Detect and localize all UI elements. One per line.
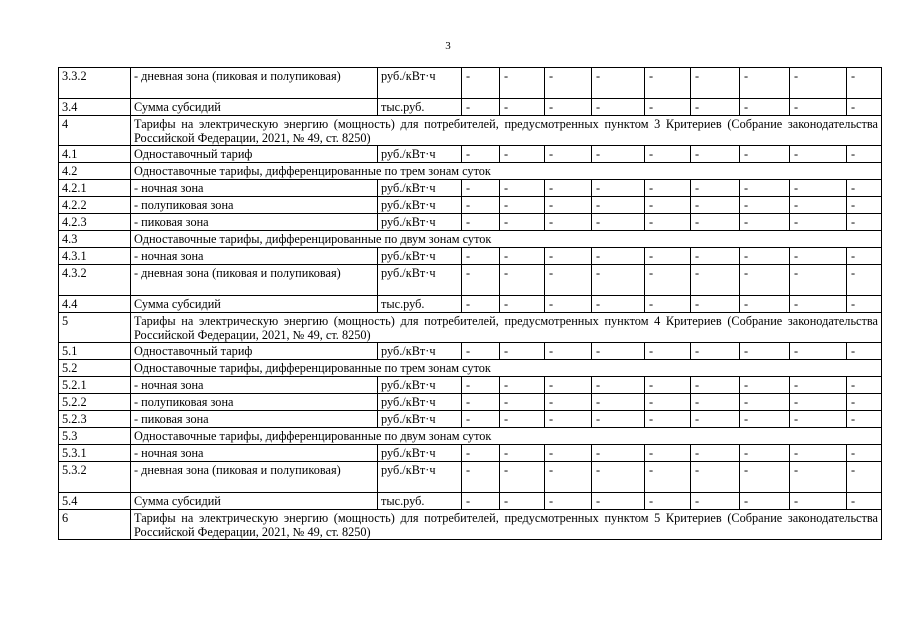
value-cell: - <box>847 445 882 462</box>
row-name: - пиковая зона <box>131 411 378 428</box>
value-cell: - <box>592 146 645 163</box>
value-cell: - <box>592 296 645 313</box>
value-cell: - <box>740 411 790 428</box>
value-cell: - <box>462 411 500 428</box>
row-unit: руб./кВт·ч <box>378 445 462 462</box>
value-cell: - <box>847 296 882 313</box>
value-cell: - <box>592 411 645 428</box>
row-number: 5.2.3 <box>59 411 131 428</box>
value-cell: - <box>500 99 545 116</box>
value-cell: - <box>740 493 790 510</box>
row-number: 5.2 <box>59 360 131 377</box>
value-cell: - <box>740 214 790 231</box>
table-row <box>59 428 882 445</box>
value-cell: - <box>462 296 500 313</box>
value-cell: - <box>847 99 882 116</box>
value-cell: - <box>847 493 882 510</box>
section-heading: Тарифы на электрическую энергию (мощность) для потребителей, предусмотренных пунктом 4 Критериев (Собрание законодательства Российской Федерации, 2021, № 49, ст. 8250) <box>131 313 882 343</box>
value-cell: - <box>847 343 882 360</box>
row-unit: руб./кВт·ч <box>378 265 462 296</box>
value-cell: - <box>740 68 790 99</box>
row-number: 5.4 <box>59 493 131 510</box>
value-cell: - <box>645 445 691 462</box>
table-row <box>59 146 882 163</box>
value-cell: - <box>790 146 847 163</box>
value-cell: - <box>847 411 882 428</box>
value-cell: - <box>847 214 882 231</box>
value-cell: - <box>592 394 645 411</box>
value-cell: - <box>592 99 645 116</box>
row-number: 4.3 <box>59 231 131 248</box>
value-cell: - <box>462 343 500 360</box>
value-cell: - <box>790 377 847 394</box>
value-cell: - <box>790 99 847 116</box>
table-row <box>59 510 882 540</box>
table-row <box>59 197 882 214</box>
table-row <box>59 163 882 180</box>
value-cell: - <box>592 68 645 99</box>
table-row <box>59 360 882 377</box>
value-cell: - <box>462 214 500 231</box>
value-cell: - <box>500 394 545 411</box>
value-cell: - <box>740 197 790 214</box>
value-cell: - <box>740 394 790 411</box>
value-cell: - <box>790 296 847 313</box>
table-row <box>59 411 882 428</box>
row-unit: руб./кВт·ч <box>378 411 462 428</box>
value-cell: - <box>645 265 691 296</box>
row-unit: руб./кВт·ч <box>378 248 462 265</box>
row-number: 5.3.2 <box>59 462 131 493</box>
value-cell: - <box>790 493 847 510</box>
value-cell: - <box>545 68 592 99</box>
row-name: - дневная зона (пиковая и полупиковая) <box>131 68 378 99</box>
value-cell: - <box>847 265 882 296</box>
value-cell: - <box>691 411 740 428</box>
value-cell: - <box>645 411 691 428</box>
table-row <box>59 214 882 231</box>
tariff-table <box>58 67 882 540</box>
value-cell: - <box>545 343 592 360</box>
value-cell: - <box>545 180 592 197</box>
row-name: - пиковая зона <box>131 214 378 231</box>
value-cell: - <box>500 411 545 428</box>
value-cell: - <box>462 99 500 116</box>
value-cell: - <box>740 248 790 265</box>
table-row <box>59 377 882 394</box>
value-cell: - <box>500 462 545 493</box>
section-heading: Тарифы на электрическую энергию (мощность) для потребителей, предусмотренных пунктом 3 Критериев (Собрание законодательства Российской Федерации, 2021, № 49, ст. 8250) <box>131 116 882 146</box>
value-cell: - <box>500 265 545 296</box>
table-row <box>59 231 882 248</box>
table-row <box>59 265 882 296</box>
value-cell: - <box>645 462 691 493</box>
value-cell: - <box>462 377 500 394</box>
row-number: 4 <box>59 116 131 146</box>
row-name: - дневная зона (пиковая и полупиковая) <box>131 462 378 493</box>
table-row <box>59 394 882 411</box>
value-cell: - <box>691 99 740 116</box>
value-cell: - <box>740 99 790 116</box>
value-cell: - <box>790 411 847 428</box>
value-cell: - <box>790 248 847 265</box>
row-unit: руб./кВт·ч <box>378 377 462 394</box>
row-unit: руб./кВт·ч <box>378 68 462 99</box>
row-number: 4.2.3 <box>59 214 131 231</box>
group-heading: Одноставочные тарифы, дифференцированные по двум зонам суток <box>131 231 882 248</box>
value-cell: - <box>500 180 545 197</box>
value-cell: - <box>740 377 790 394</box>
value-cell: - <box>545 265 592 296</box>
value-cell: - <box>790 343 847 360</box>
value-cell: - <box>462 146 500 163</box>
row-number: 4.1 <box>59 146 131 163</box>
value-cell: - <box>592 180 645 197</box>
value-cell: - <box>691 445 740 462</box>
value-cell: - <box>545 214 592 231</box>
value-cell: - <box>500 296 545 313</box>
row-number: 4.3.1 <box>59 248 131 265</box>
value-cell: - <box>462 68 500 99</box>
value-cell: - <box>545 146 592 163</box>
table-row <box>59 493 882 510</box>
value-cell: - <box>500 493 545 510</box>
value-cell: - <box>645 146 691 163</box>
row-number: 4.2.1 <box>59 180 131 197</box>
value-cell: - <box>645 99 691 116</box>
value-cell: - <box>645 296 691 313</box>
row-number: 4.3.2 <box>59 265 131 296</box>
row-unit: руб./кВт·ч <box>378 394 462 411</box>
value-cell: - <box>691 214 740 231</box>
table-row <box>59 343 882 360</box>
value-cell: - <box>545 411 592 428</box>
row-name: Сумма субсидий <box>131 99 378 116</box>
value-cell: - <box>740 462 790 493</box>
value-cell: - <box>847 462 882 493</box>
row-unit: руб./кВт·ч <box>378 462 462 493</box>
value-cell: - <box>691 68 740 99</box>
value-cell: - <box>592 265 645 296</box>
value-cell: - <box>691 394 740 411</box>
row-name: Одноставочный тариф <box>131 343 378 360</box>
value-cell: - <box>545 197 592 214</box>
value-cell: - <box>545 462 592 493</box>
value-cell: - <box>645 377 691 394</box>
value-cell: - <box>847 68 882 99</box>
value-cell: - <box>592 197 645 214</box>
value-cell: - <box>500 248 545 265</box>
value-cell: - <box>545 377 592 394</box>
value-cell: - <box>592 445 645 462</box>
row-unit: тыс.руб. <box>378 99 462 116</box>
value-cell: - <box>545 248 592 265</box>
value-cell: - <box>740 445 790 462</box>
table-row <box>59 99 882 116</box>
value-cell: - <box>500 214 545 231</box>
value-cell: - <box>790 265 847 296</box>
table-body <box>59 68 882 540</box>
row-name: - дневная зона (пиковая и полупиковая) <box>131 265 378 296</box>
row-name: - полупиковая зона <box>131 197 378 214</box>
value-cell: - <box>847 197 882 214</box>
row-number: 4.2 <box>59 163 131 180</box>
group-heading: Одноставочные тарифы, дифференцированные по двум зонам суток <box>131 428 882 445</box>
value-cell: - <box>790 394 847 411</box>
row-unit: руб./кВт·ч <box>378 214 462 231</box>
row-name: - полупиковая зона <box>131 394 378 411</box>
value-cell: - <box>645 394 691 411</box>
row-name: - ночная зона <box>131 445 378 462</box>
row-number: 6 <box>59 510 131 540</box>
row-name: - ночная зона <box>131 180 378 197</box>
value-cell: - <box>691 265 740 296</box>
value-cell: - <box>740 296 790 313</box>
value-cell: - <box>691 248 740 265</box>
value-cell: - <box>462 180 500 197</box>
row-number: 3.4 <box>59 99 131 116</box>
value-cell: - <box>740 265 790 296</box>
value-cell: - <box>790 445 847 462</box>
value-cell: - <box>645 343 691 360</box>
value-cell: - <box>691 377 740 394</box>
table-row <box>59 248 882 265</box>
value-cell: - <box>592 377 645 394</box>
value-cell: - <box>847 248 882 265</box>
value-cell: - <box>847 146 882 163</box>
value-cell: - <box>592 214 645 231</box>
row-name: - ночная зона <box>131 377 378 394</box>
value-cell: - <box>500 197 545 214</box>
value-cell: - <box>645 248 691 265</box>
value-cell: - <box>645 214 691 231</box>
value-cell: - <box>462 462 500 493</box>
value-cell: - <box>592 248 645 265</box>
value-cell: - <box>545 493 592 510</box>
row-number: 5.1 <box>59 343 131 360</box>
value-cell: - <box>847 180 882 197</box>
row-unit: тыс.руб. <box>378 493 462 510</box>
table-row <box>59 68 882 99</box>
value-cell: - <box>545 99 592 116</box>
value-cell: - <box>790 197 847 214</box>
row-name: Сумма субсидий <box>131 296 378 313</box>
row-unit: руб./кВт·ч <box>378 146 462 163</box>
value-cell: - <box>790 214 847 231</box>
table-row <box>59 462 882 493</box>
value-cell: - <box>592 493 645 510</box>
value-cell: - <box>691 462 740 493</box>
value-cell: - <box>462 197 500 214</box>
value-cell: - <box>545 296 592 313</box>
value-cell: - <box>790 180 847 197</box>
value-cell: - <box>592 343 645 360</box>
row-number: 4.4 <box>59 296 131 313</box>
value-cell: - <box>691 180 740 197</box>
row-number: 5.3.1 <box>59 445 131 462</box>
table-row <box>59 180 882 197</box>
row-unit: тыс.руб. <box>378 296 462 313</box>
value-cell: - <box>500 343 545 360</box>
value-cell: - <box>691 343 740 360</box>
value-cell: - <box>847 394 882 411</box>
row-unit: руб./кВт·ч <box>378 343 462 360</box>
table-row <box>59 296 882 313</box>
value-cell: - <box>462 265 500 296</box>
row-name: Одноставочный тариф <box>131 146 378 163</box>
value-cell: - <box>462 445 500 462</box>
page-number: 3 <box>445 40 451 52</box>
value-cell: - <box>691 197 740 214</box>
value-cell: - <box>545 445 592 462</box>
value-cell: - <box>790 462 847 493</box>
value-cell: - <box>500 146 545 163</box>
value-cell: - <box>645 197 691 214</box>
table-row <box>59 445 882 462</box>
row-name: - ночная зона <box>131 248 378 265</box>
value-cell: - <box>645 493 691 510</box>
value-cell: - <box>740 146 790 163</box>
row-number: 3.3.2 <box>59 68 131 99</box>
row-number: 5.2.2 <box>59 394 131 411</box>
value-cell: - <box>691 146 740 163</box>
value-cell: - <box>462 394 500 411</box>
value-cell: - <box>691 296 740 313</box>
section-heading: Тарифы на электрическую энергию (мощность) для потребителей, предусмотренных пунктом 5 Критериев (Собрание законодательства Российской Федерации, 2021, № 49, ст. 8250) <box>131 510 882 540</box>
value-cell: - <box>462 248 500 265</box>
value-cell: - <box>790 68 847 99</box>
table-row <box>59 116 882 146</box>
value-cell: - <box>592 462 645 493</box>
table-row <box>59 313 882 343</box>
row-unit: руб./кВт·ч <box>378 180 462 197</box>
group-heading: Одноставочные тарифы, дифференцированные по трем зонам суток <box>131 360 882 377</box>
value-cell: - <box>462 493 500 510</box>
group-heading: Одноставочные тарифы, дифференцированные по трем зонам суток <box>131 163 882 180</box>
row-number: 4.2.2 <box>59 197 131 214</box>
row-name: Сумма субсидий <box>131 493 378 510</box>
value-cell: - <box>740 180 790 197</box>
value-cell: - <box>740 343 790 360</box>
value-cell: - <box>691 493 740 510</box>
value-cell: - <box>545 394 592 411</box>
row-number: 5 <box>59 313 131 343</box>
value-cell: - <box>645 180 691 197</box>
value-cell: - <box>500 445 545 462</box>
row-number: 5.3 <box>59 428 131 445</box>
value-cell: - <box>500 377 545 394</box>
row-number: 5.2.1 <box>59 377 131 394</box>
value-cell: - <box>500 68 545 99</box>
row-unit: руб./кВт·ч <box>378 197 462 214</box>
value-cell: - <box>847 377 882 394</box>
value-cell: - <box>645 68 691 99</box>
